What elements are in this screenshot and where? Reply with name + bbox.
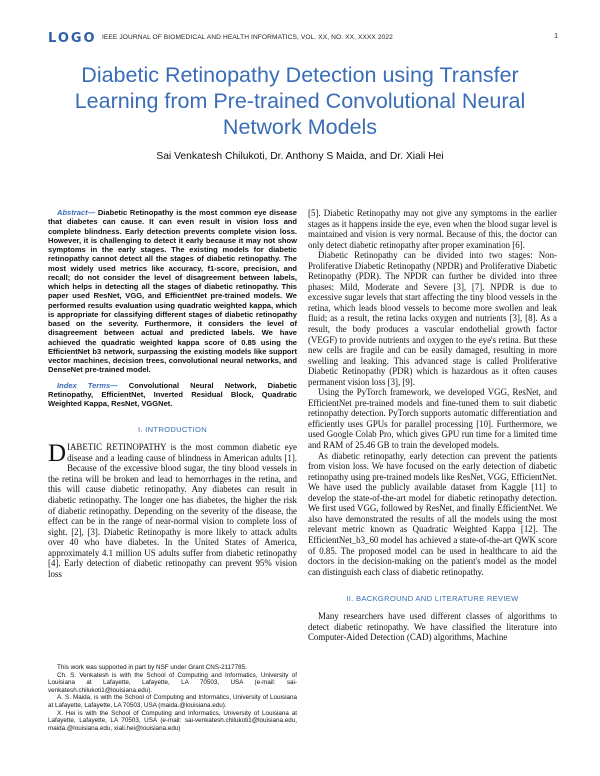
introduction-body-continued bbox=[308, 208, 557, 577]
section-heading-introduction: I. INTRODUCTION bbox=[137, 425, 208, 435]
abstract-text: Diabetic Retinopathy is the most common eye disease that diabetes can cause. It can even result in vision loss and complete blindness. Early detection prevents complete vision loss. However, it is challenging to detect it early because it may not show symptoms in the early stages. The existing models for diabetic retinopathy cannot detect all the stages of diabetic retinopathy. The most widely used metrics like accuracy, f1-score, precision, and recall; do not consider the level of disagreement between labels, which helps in detecting all the stages of diabetic retinopathy. This paper used ResNet, VGG, and EfficientNet pre-trained models. We performed results evaluation using quadratic weighted kappa, which is appropriate for classifying different stages of diabetic retinopathy based on the severity. Furthermore, it considers the level of disagreement between actual and predicted labels. We have achieved the quadratic weighted kappa score of 0.85 using the EfficientNet b3 network, surpassing the existing models like support vector machines, decision trees, convolutional neural networks, and DenseNet pre-trained model. bbox=[48, 208, 297, 375]
introduction-paragraph-2: Diabetic Retinopathy can be divided into two stages: Non-Proliferative Diabetic Retinopathy (NPDR) and Proliferative Diabetic Retinopathy (PDR). The NPDR can further be divided into three phases: Mild, Moderate and Severe [3], [7]. NPDR is due to excessive sugar levels that start affecting the tiny blood vessels in the retina, which leads blood vessels to become more swollen and leak fluid; as a result, the retina lacks oxygen and nutrients [3], [8]. As a result, the body produces a vascular endothelial growth factor (VEGF) to provide nutrients and oxygen to the eye's retina. But these new cells are fragile and can be easily damaged, resulting in more swelling and leaking. This advanced stage is called Proliferative Diabetic Retinopathy (PDR) which is hazardous as it often causes permanent vision loss [3], [9]. bbox=[308, 250, 557, 387]
paper-title: Diabetic Retinopathy Detection using Transfer Learning from Pre-trained Convolutional Neural Network Models bbox=[74, 63, 526, 139]
footnote-funding: This work was supported in part by NSF under Grant CNS-2117785. bbox=[57, 664, 247, 671]
introduction-paragraph-3: Using the PyTorch framework, we developed VGG, ResNet, and EfficientNet pre-trained models and fine-tuned them to suit diabetic retinopathy detection. PyTorch supports automatic differentiation and efficiently uses GPUs for parallel processing [10]. Furthermore, we used Google Colab Pro, which gives GPU run time for a limited time and RAM of 25.46 GB to train the developed models. bbox=[308, 387, 557, 451]
index-terms-text: Convolutional Neural Network, Diabetic Retinopathy, EfficientNet, Inverted Residual Block, Quadratic Weighted Kappa, ResNet, VGGNet. bbox=[48, 380, 297, 408]
left-column bbox=[48, 208, 297, 579]
introduction-first-word: IABETIC RETINOPATHY bbox=[67, 442, 167, 453]
journal-name: IEEE JOURNAL OF BIOMEDICAL AND HEALTH INFORMATICS, VOL. XX, NO. XX, XXXX 2022 bbox=[102, 34, 393, 41]
drop-cap: D bbox=[48, 440, 67, 468]
introduction-paragraph-1-continued: [5]. Diabetic Retinopathy may not give any symptoms in the earlier stages as it happens inside the eye, even when the blood sugar level is maintained and vision is very normal. Because of this, the doctor can only detect diabetic retinopathy after proper examination [6]. bbox=[308, 208, 557, 250]
page-number: 1 bbox=[554, 33, 558, 40]
footnote-author-1: Ch. S. Venkatesh is with the School of Computing and Informatics, University of Louisiana at Lafayette, Lafayette, LA 70503, USA (e-mail: sai-venkatesh.chilukoti1@louisiana.edu). bbox=[48, 671, 297, 694]
footnotes bbox=[48, 664, 297, 732]
abstract-lead: Abstract— bbox=[57, 208, 96, 217]
footnote-author-2: A. S. Maida, is with the School of Computing and Informatics, University of Louisiana at Lafayette, Lafayette, LA 70503, USA (maida.@louisiana.edu). bbox=[48, 694, 297, 709]
introduction-paragraph-4: As diabetic retinopathy, early detection can prevent the patients from vision loss. We have focused on the early detection of diabetic retinopathy using pre-trained models like ResNet, VGG, EfficientNet. We have used the publicly available dataset from Kaggle [11] to develop the state-of-the-art model for diabetic retinopathy detection. We first used VGG, followed by ResNet, and finally EfficientNet. We also have demonstrated the results of all the models using the most relevant metric known as Quadratic Weighted Kappa [12]. The EfficientNet_b3_60 model has achieved a state-of-the-art QWK score of 0.85. The proposed model can be used in healthcare to aid the doctors in the decision-making on the patient's model as the model can distinguish each class of diabetic retinopathy. bbox=[308, 450, 557, 577]
background-paragraph-1: Many researchers have used different classes of algorithms to detect diabetic retinopathy. We have classified the literature into Computer-Aided Detection (CAD) algorithms, Machine bbox=[308, 611, 557, 643]
background-body bbox=[308, 611, 557, 643]
footnote-author-3: X. Hei is with the School of Computing and Informatics, University of Louisiana at Lafayette, Lafayette, LA 70503, USA (e-mail: sai-venkatesh.chilukoti1@louisiana.edu, maida.@louisiana.edu, xiali.hei@louisiana.edu) bbox=[48, 709, 297, 732]
introduction-body bbox=[48, 442, 297, 579]
section-heading-background: II. BACKGROUND AND LITERATURE REVIEW bbox=[346, 594, 519, 604]
introduction-paragraph-1 bbox=[48, 442, 297, 579]
running-header bbox=[48, 31, 558, 47]
abstract bbox=[48, 208, 297, 375]
introduction-p1-text: is the most common diabetic eye disease and a leading cause of blindness in American adults [1]. Because of the excessive blood sugar, the tiny blood vessels in the retina will be broken and lead to hemorrhages in the retina, and this will cause diabetic retinopathy. Any diabetes can result in diabetic retinopathy. The longer one has diabetes, the higher the risk of diabetic retinopathy. Depending on the severity of the disease, the effect can be in the range of near-normal vision to complete loss of sight. [2], [3]. Diabetic Retinopathy is more likely to attack adults over 40 who have diabetes. In the United States of America, approximately 4.1 million US adults suffer from diabetic retinopathy [4]. Early detection of diabetic retinopathy can prevent 95% vision loss bbox=[48, 442, 297, 579]
paper-authors: Sai Venkatesh Chilukoti, Dr. Anthony S Maida, and Dr. Xiali Hei bbox=[156, 151, 444, 162]
right-column bbox=[308, 208, 557, 643]
index-terms bbox=[48, 381, 297, 409]
index-terms-lead: Index Terms— bbox=[57, 380, 118, 390]
journal-logo: LOGO bbox=[48, 31, 97, 46]
